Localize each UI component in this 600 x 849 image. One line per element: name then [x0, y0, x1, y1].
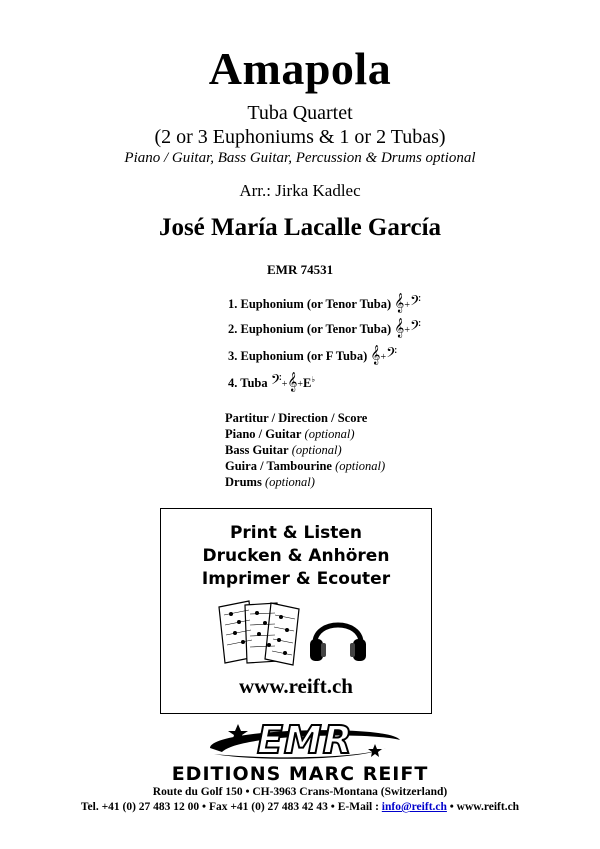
instrumentation-line: (2 or 3 Euphoniums & 1 or 2 Tubas)	[154, 126, 446, 148]
contact-website: • www.reift.ch	[446, 801, 520, 813]
contact-phone-fax: Tel. +41 (0) 27 483 12 00 • Fax +41 (0) 27 483 42 43 • E-Mail :	[80, 801, 382, 813]
bass-clef-icon: 𝄢	[386, 345, 398, 365]
part-label: 1. Euphonium (or Tenor Tuba)	[228, 297, 392, 311]
instrument-item: Piano / Guitar (optional)	[225, 427, 355, 441]
arranger-line: Arr.: Jirka Kadlec	[239, 181, 361, 200]
plus-sign: +	[404, 325, 410, 336]
headphones-icon	[307, 605, 369, 667]
instrument-item: Guira / Tambourine (optional)	[225, 459, 386, 473]
print-listen-fr: Imprimer & Ecouter	[201, 569, 391, 589]
print-listen-en: Print & Listen	[229, 523, 363, 543]
email-link[interactable]: info@reift.ch	[381, 801, 447, 813]
treble-clef-icon: 𝄞	[370, 345, 381, 365]
emr-logo	[150, 718, 460, 762]
part-label: 2. Euphonium (or Tenor Tuba)	[228, 322, 392, 336]
plus-sign: +	[380, 352, 387, 363]
part-label: 3. Euphonium (or F Tuba)	[228, 349, 368, 363]
website-url[interactable]: www.reift.ch	[239, 674, 353, 698]
ensemble-subtitle: Tuba Quartet	[247, 102, 353, 124]
instrument-item: Bass Guitar (optional)	[225, 443, 342, 457]
tuba-key-suffix: E	[303, 376, 312, 391]
part-item	[228, 293, 421, 313]
instrument-item: Drums (optional)	[225, 475, 315, 489]
publisher-name: EDITIONS MARC REIFT	[171, 763, 429, 785]
instrument-list	[225, 410, 385, 490]
bass-clef-icon: 𝄢	[410, 318, 421, 338]
part-item	[228, 370, 316, 393]
treble-clef-icon: 𝄞	[287, 372, 298, 393]
plus-sign: +	[281, 379, 288, 391]
plus-sign: +	[297, 379, 304, 391]
bass-clef-icon: 𝄢	[270, 372, 282, 393]
publisher-contact	[0, 801, 600, 813]
flat-sign: ♭	[311, 375, 316, 384]
optional-instruments-line: Piano / Guitar, Bass Guitar, Percussion & Drums optional	[124, 150, 476, 166]
part-label: 4. Tuba	[228, 376, 268, 391]
sheet-music-icon	[215, 599, 305, 669]
catalog-number: EMR 74531	[267, 262, 334, 277]
logo-text: EMR	[256, 718, 354, 762]
publisher-address: Route du Golf 150 • CH-3963 Crans-Montana (Switzerland)	[152, 786, 448, 798]
print-listen-box	[160, 508, 432, 714]
treble-clef-icon: 𝄞	[394, 318, 405, 338]
part-item	[228, 345, 397, 365]
treble-clef-icon: 𝄞	[394, 293, 405, 313]
composer-name: José María Lacalle García	[158, 214, 442, 241]
plus-sign: +	[404, 300, 410, 311]
print-listen-de: Drucken & Anhören	[202, 546, 390, 566]
part-item	[228, 318, 421, 338]
bass-clef-icon: 𝄢	[410, 293, 421, 313]
instrument-item: Partitur / Direction / Score	[225, 411, 368, 425]
piece-title: Amapola	[208, 43, 392, 94]
